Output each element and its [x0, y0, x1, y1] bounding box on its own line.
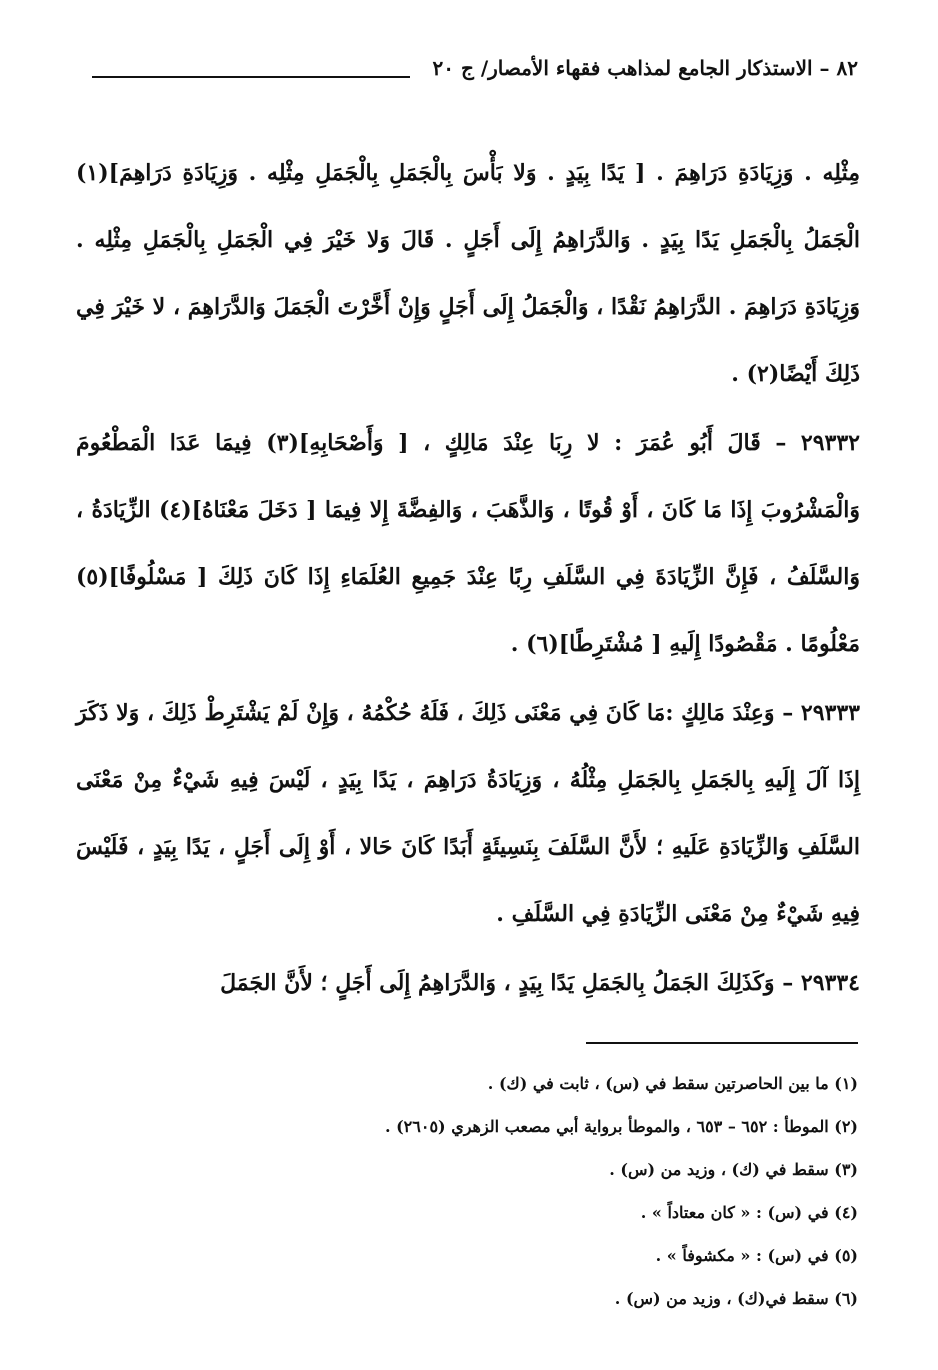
paragraph-text: وَعِنْدَ مَالِكٍ :مَا كَانَ فِي مَعْنَى ذَلِكَ ، فَلَهُ حُكْمُهُ ، وَإِنْ لَمْ يَشْتَرِطْ ذَلِكَ ، وَلا ذَكَرَ إِذَا آلَ إِلَيهِ بِالجَمَلِ بِالجَمَلِ مِثْلُهُ ، وَزِيَادَةُ دَرَاهِمَ ، يَدًا بِيَدٍ ، لَيْسَ فِيهِ شَيْءٌ مِنْ مَعْنَى السَّلَفِ وَالزِّيَادَةِ عَلَيهِ ؛ لأَنَّ السَّلَفَ بِنَسِيئَةٍ أَبَدًا كَانَ حَالا ، أَوْ إِلَى أَجَلٍ ، يَدًا بِيَدٍ ، فَلَيْسَ فِيهِ شَيْءٌ مِنْ مَعْنَى الزِّيَادَةِ فِي السَّلَفِ . — [76, 700, 860, 927]
paragraph-text: وَكَذَلِكَ الجَمَلُ بِالجَمَلِ يَدًا بِيَدٍ ، وَالدَّرَاهِمُ إِلَى أَجَلٍ ؛ لأَنَّ الجَمَلَ — [220, 970, 775, 996]
paragraph-text: لا رِبَا عِنْدَ مَالِكٍ ، [ وَأَصْحَابِهِ](٣) فِيمَا عَدَا الْمَطْعُومَ وَالْمَشْرُوبَ إِذَا مَا كَانَ ، أَوْ قُوتًا ، وَالذَّهَبَ ، وَالفِضَّةَ إِلا فِيمَا [ دَخَلَ مَعْنَاهُ](٤) الزِّيَادَةُ ، وَالسَّلَفُ ، فَإِنَّ الزِّيَادَةَ فِي السَّلَفِ رِبًا عِنْدَ جَمِيعِ العُلَمَاءِ إِذَا كَانَ ذَلِكَ [ مَسْلُوفًا](٥) مَعْلُومًا . مَقْصُودًا إِلَيهِ [ مُشْتَرِطًا](٦) . — [76, 430, 860, 657]
paragraph-29333 — [76, 680, 860, 948]
footnote: (٢) الموطأ : ٦٥٢ – ٦٥٣ ، والموطأ برواية أبي مصعب الزهري (٢٦٠٥) . — [384, 1117, 858, 1136]
paragraph-29332 — [76, 410, 860, 678]
paragraph-continuation — [76, 140, 860, 408]
paragraph-number: ٢٩٣٣٤ – — [782, 970, 860, 996]
body-text — [76, 140, 860, 1017]
paragraph-number: ٢٩٣٣٣ – — [782, 700, 860, 726]
footnote: (٥) في (س) : « مكشوفاً » . — [655, 1246, 858, 1265]
footnotes — [158, 1062, 858, 1320]
running-header: ٨٢ – الاستذكار الجامع لمذاهب فقهاء الأمصار/ ج ٢٠ — [432, 56, 858, 80]
footnote-rule — [586, 1042, 858, 1044]
footnote: (١) ما بين الحاصرتين سقط في (س) ، ثابت في (ك) . — [487, 1074, 858, 1093]
header-rule — [92, 76, 410, 78]
paragraph-number: ٢٩٣٣٢ – — [775, 430, 860, 456]
paragraph-text: مِثْلِه . وَزِيَادَةِ دَرَاهِمَ . [ يَدًا بِيَدٍ . وَلا بَأْسَ بِالْجَمَلِ بِالْجَمَلِ مِثْلِه . وَزِيَادَةِ دَرَاهِمَ](١) الْجَمَلُ بِالْجَمَلِ يَدًا بِيَدٍ . وَالدَّرَاهِمُ إِلَى أَجَلٍ . قَالَ وَلا خَيْرَ فِي الْجَمَلِ بِالْجَمَلِ مِثْلِه . وَزِيَادَةِ دَرَاهِمَ . الدَّرَاهِمُ نَقْدًا ، وَالْجَمَلُ إِلَى أَجَلٍ وَإِنْ أَخَّرْتَ الْجَمَلَ وَالدَّرَاهِمَ ، لا خَيْرَ فِي ذَلِكَ أَيْضًا(٢) . — [76, 160, 860, 387]
footnote: (٦) سقط في(ك) ، وزيد من (س) . — [614, 1289, 858, 1308]
paragraph-speaker: قَالَ أَبُو عُمَرَ : — [614, 430, 761, 456]
footnote: (٣) سقط في (ك) ، وزيد من (س) . — [609, 1160, 858, 1179]
footnote: (٤) في (س) : « كان معتاداً » . — [640, 1203, 858, 1222]
paragraph-29334 — [76, 950, 860, 1017]
